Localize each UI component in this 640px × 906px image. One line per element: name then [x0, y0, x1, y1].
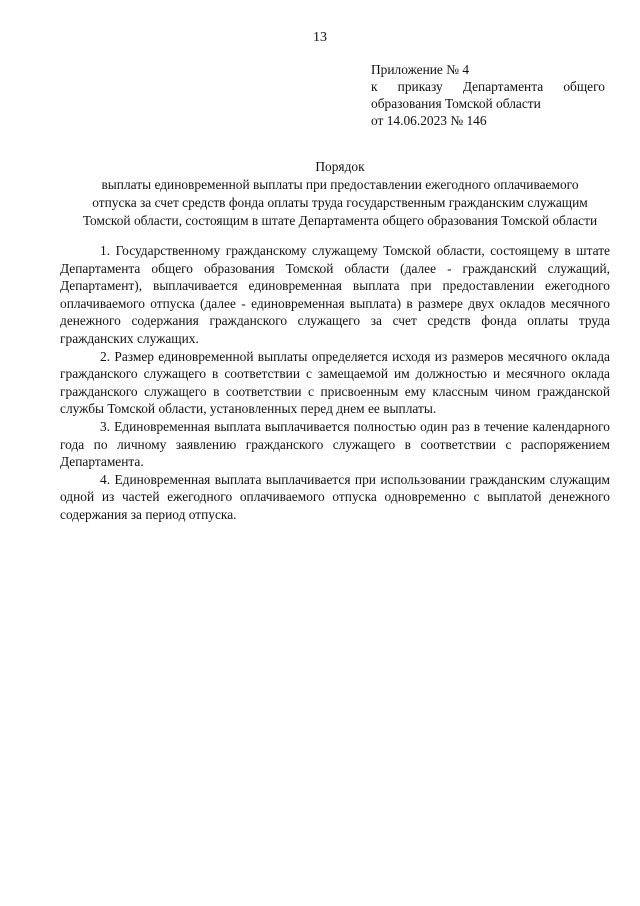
appendix-number: Приложение № 4	[371, 62, 470, 77]
title-line: Томской области, состоящим в штате Департамента общего образования Томской области	[82, 213, 598, 228]
paragraph-1: 1. Государственному гражданскому служащему Томской области, состоящему в штате Департамента общего образования Томской области (далее - гражданский служащий, Департамент), выплачивается единовременная выплата при предоставлении ежегодного оплачиваемого отпуска (далее - единовременная выплата) в размере двух окладов месячного денежного содержания гражданского служащего за счет средств фонда оплаты труда гражданских служащих.	[60, 243, 610, 346]
appendix-word: общего	[563, 79, 605, 94]
appendix-word: к	[371, 79, 378, 94]
document-title	[40, 158, 640, 230]
paragraph-2: 2. Размер единовременной выплаты определяется исходя из размеров месячного оклада гражданского служащего в соответствии с замещаемой им должностью и месячного оклада гражданского служащего в соответствии с присвоенным ему классным чином гражданской службы Томской области, установленных перед днем ее выплаты.	[60, 348, 610, 417]
appendix-word: приказу	[397, 79, 443, 94]
title-line: отпуска за счет средств фонда оплаты труда государственным гражданским служащим	[92, 195, 588, 210]
appendix-header	[371, 61, 605, 129]
appendix-department: образования Томской области	[371, 96, 541, 111]
page-number: 13	[313, 30, 327, 45]
paragraph-3: 3. Единовременная выплата выплачивается полностью один раз в течение календарного года по личному заявлению гражданского служащего в соответствии с распоряжением Департамента.	[60, 418, 610, 470]
title-line: Порядок	[315, 159, 365, 174]
appendix-date: от 14.06.2023 № 146	[371, 113, 487, 128]
appendix-order-ref	[371, 78, 605, 95]
document-body	[60, 242, 610, 524]
title-line: выплаты единовременной выплаты при предоставлении ежегодного оплачиваемого	[101, 177, 579, 192]
paragraph-4: 4. Единовременная выплата выплачивается при использовании гражданским служащим одной из частей ежегодного оплачиваемого отпуска одновременно с выплатой денежного содержания за период отпуска.	[60, 471, 610, 522]
appendix-word: Департамента	[462, 79, 544, 94]
